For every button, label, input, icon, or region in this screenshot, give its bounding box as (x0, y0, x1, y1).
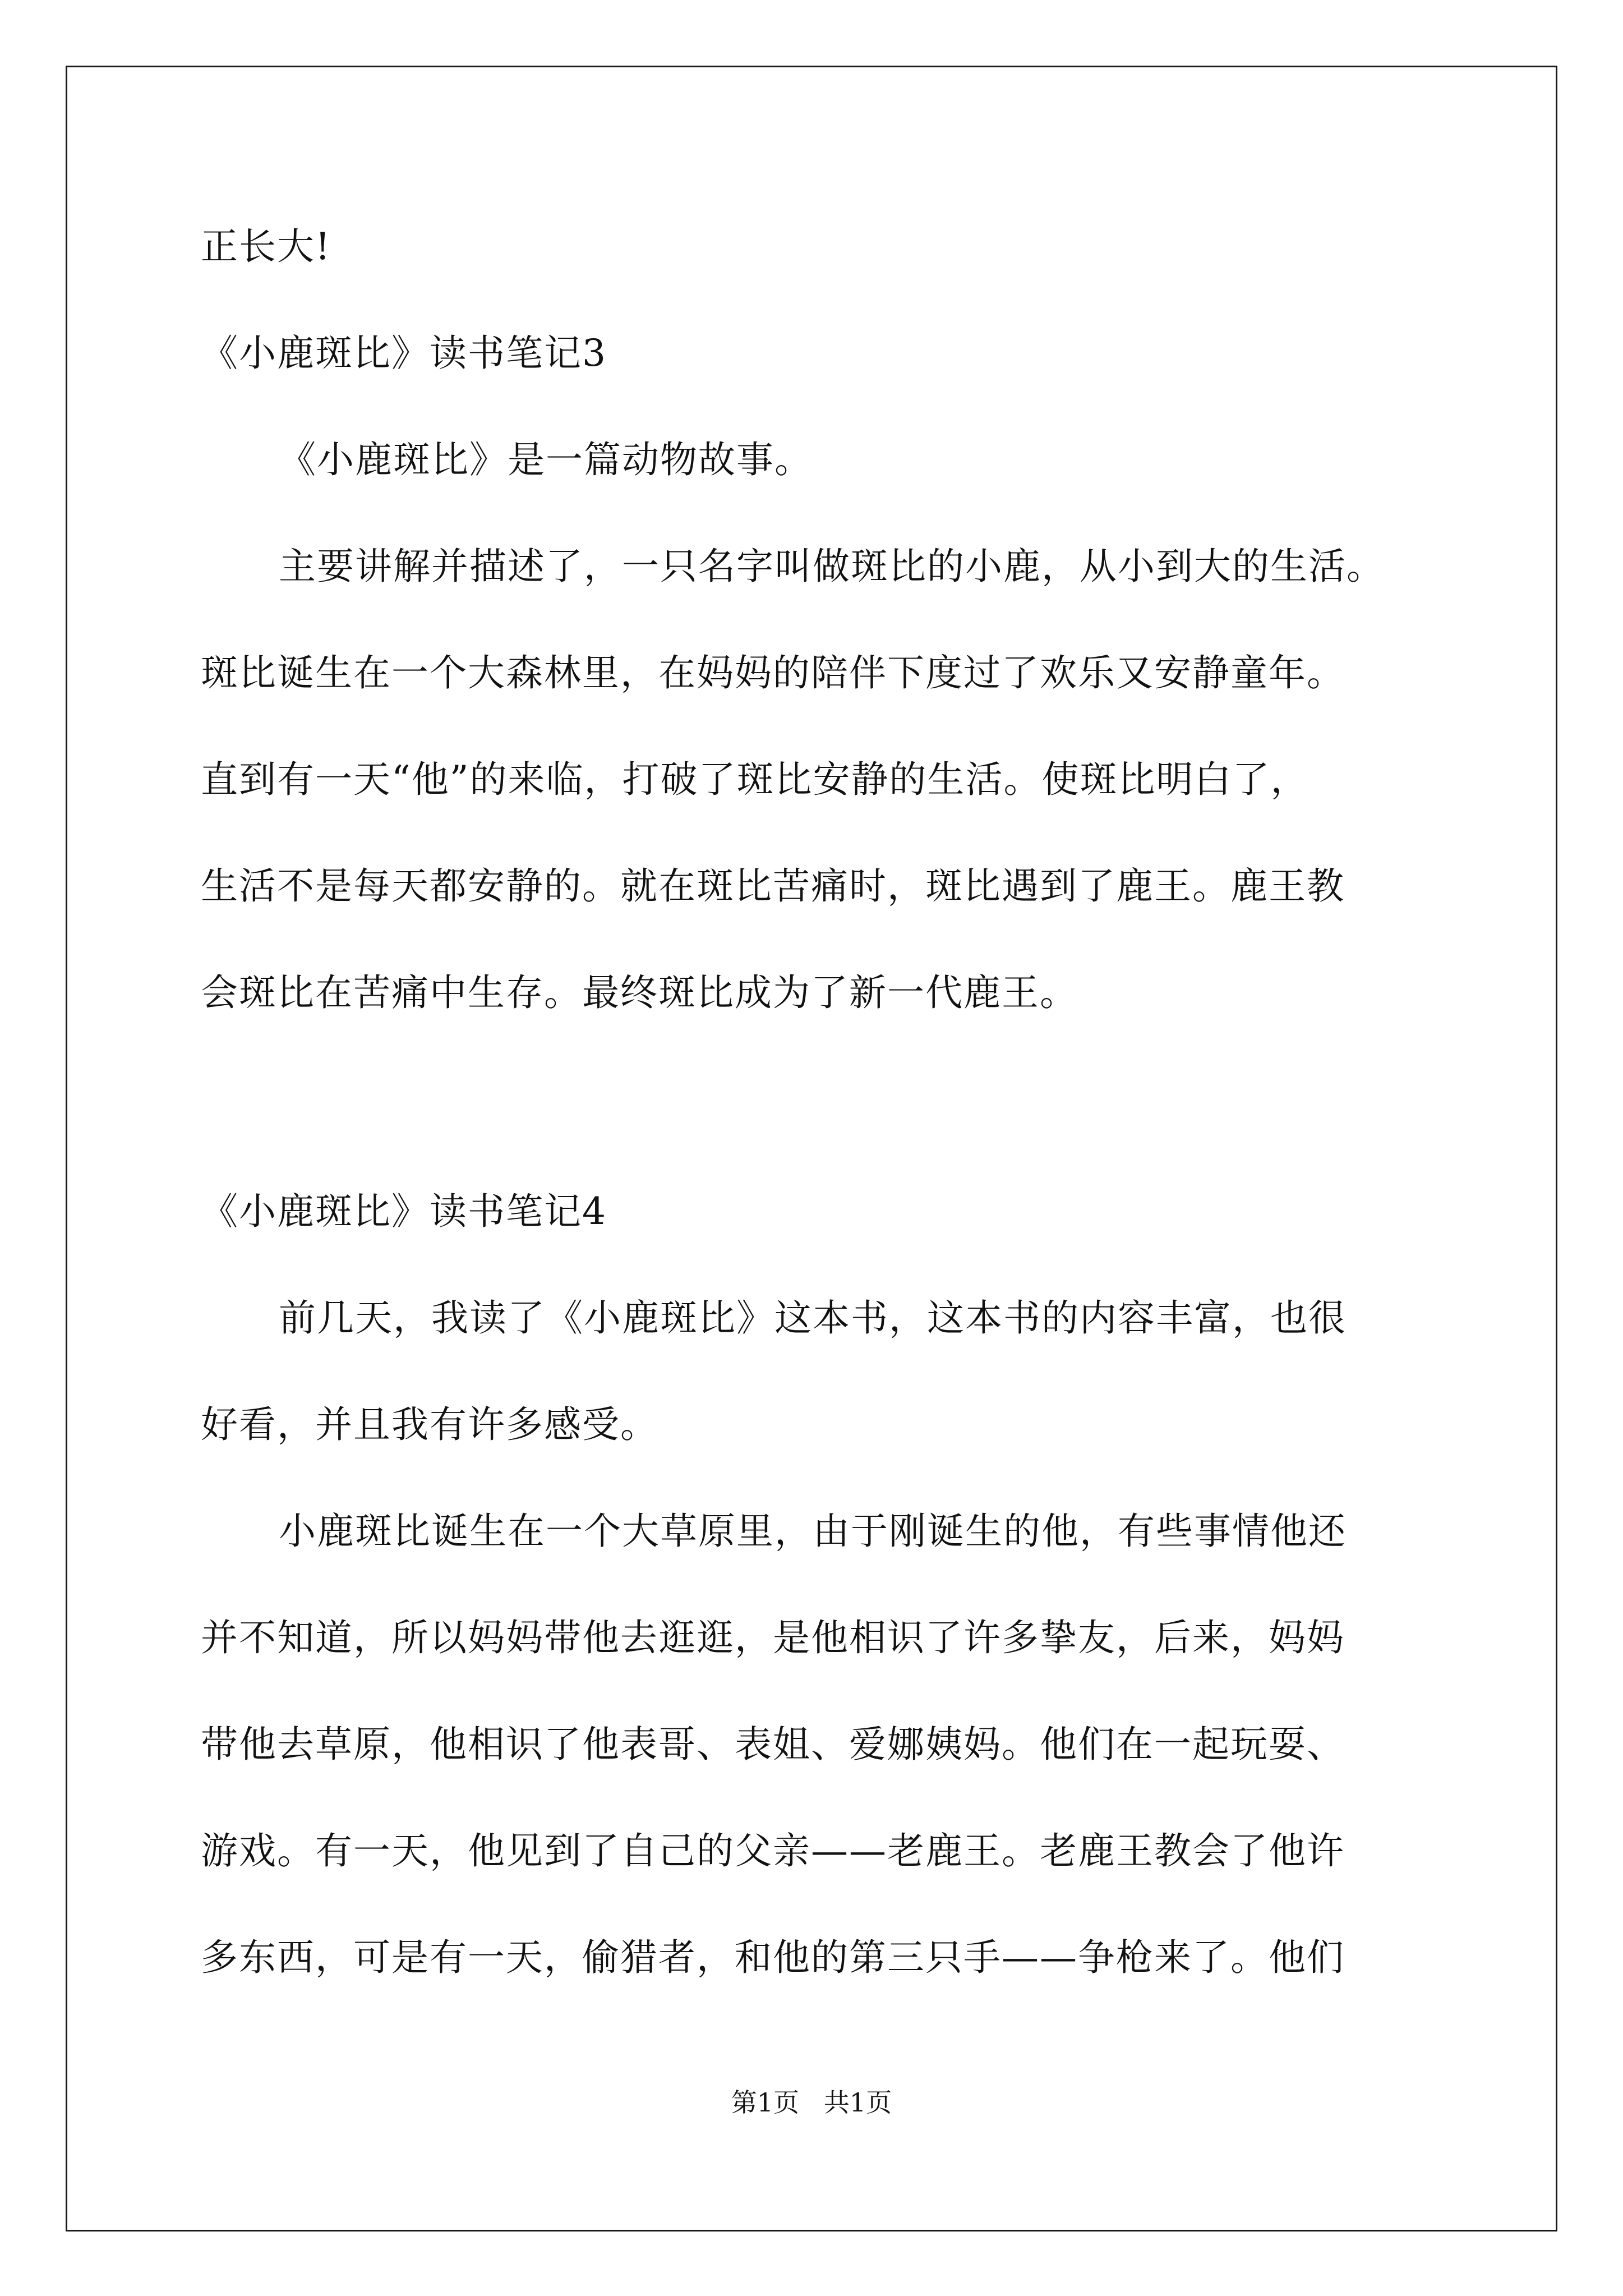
paragraph-line: 斑比诞生在一个大森林里，在妈妈的陪伴下度过了欢乐又安静童年。 (201, 651, 1345, 694)
paragraph-line: 小鹿斑比诞生在一个大草原里，由于刚诞生的他，有些事情他还 (279, 1510, 1347, 1553)
page-number-footer: 第1页 共1页 (731, 2087, 892, 2118)
paragraph-line: 并不知道，所以妈妈带他去逛逛，是他相识了许多挚友，后来，妈妈 (201, 1616, 1345, 1659)
text-line-continuation: 正长大! (201, 225, 331, 268)
paragraph-line: 主要讲解并描述了，一只名字叫做斑比的小鹿，从小到大的生活。 (279, 545, 1385, 588)
section-heading-4: 《小鹿斑比》读书笔记4 (201, 1190, 607, 1233)
paragraph-line: 《小鹿斑比》是一篇动物故事。 (279, 438, 813, 481)
paragraph-line: 直到有一天“他”的来临，打破了斑比安静的生活。使斑比明白了， (201, 758, 1309, 801)
paragraph-line: 带他去草原，他相识了他表哥、表姐、爱娜姨妈。他们在一起玩耍、 (201, 1723, 1345, 1766)
paragraph-line: 好看，并且我有许多感受。 (201, 1403, 658, 1446)
paragraph-line: 游戏。有一天，他见到了自己的父亲——老鹿王。老鹿王教会了他许 (201, 1829, 1345, 1872)
paragraph-line: 会斑比在苦痛中生存。最终斑比成为了新一代鹿王。 (201, 971, 1078, 1014)
paragraph-line: 前几天，我读了《小鹿斑比》这本书，这本书的内容丰富，也很 (279, 1296, 1347, 1340)
paragraph-line: 多东西，可是有一天，偷猎者，和他的第三只手——争枪来了。他们 (201, 1936, 1345, 1979)
paragraph-line: 生活不是每天都安静的。就在斑比苦痛时，斑比遇到了鹿王。鹿王教 (201, 864, 1345, 908)
section-heading-3: 《小鹿斑比》读书笔记3 (201, 332, 607, 375)
page-border (66, 66, 1557, 2231)
